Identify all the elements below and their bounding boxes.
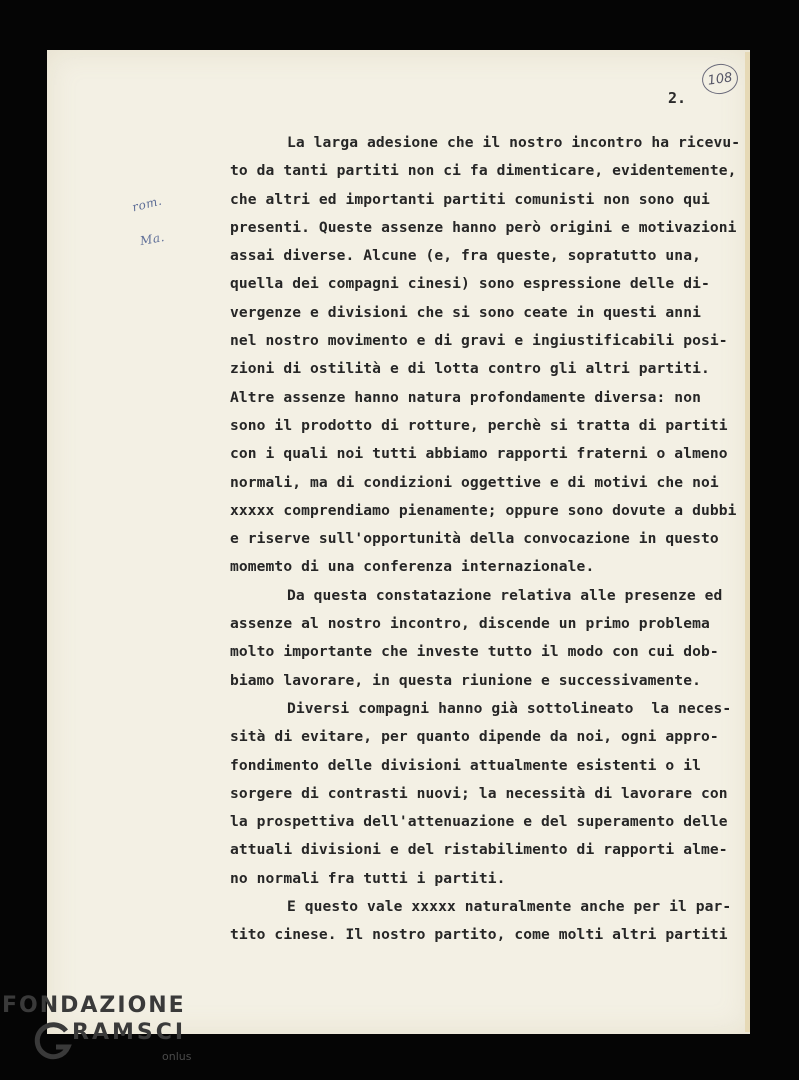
text-line: presenti. Queste assenze hanno però origini e motivazioni — [230, 218, 737, 236]
text-line: xxxxx comprendiamo pienamente; oppure sono dovute a dubbi — [230, 501, 737, 519]
text-line: assai diverse. Alcune (e, fra queste, sopratutto una, — [230, 247, 701, 265]
folio-number: 108 — [706, 69, 734, 89]
text-line: con i quali noi tutti abbiamo rapporti fraterni o almeno — [230, 445, 728, 463]
text-line: assenze al nostro incontro, discende un primo problema — [230, 615, 710, 633]
text-line: e riserve sull'opportunità della convocazione in questo — [230, 530, 719, 548]
watermark-line1: FONDAZIONE — [2, 993, 186, 1018]
page-number: 2. — [668, 89, 687, 107]
text-line: nel nostro movimento e di gravi e ingiustificabili posi- — [230, 332, 728, 350]
text-line: attuali divisioni e del ristabilimento di rapporti alme- — [230, 841, 728, 859]
text-line: che altri ed importanti partiti comunisti non sono qui — [230, 190, 710, 208]
text-line: biamo lavorare, in questa riunione e successivamente. — [230, 671, 701, 689]
text-line: normali, ma di condizioni oggettive e di motivi che noi — [230, 473, 719, 491]
text-line: zioni di ostilità e di lotta contro gli altri partiti. — [230, 360, 710, 378]
text-line: sorgere di contrasti nuovi; la necessità di lavorare con — [230, 784, 728, 802]
paper-edge — [745, 52, 750, 1032]
text-line: no normali fra tutti i partiti. — [230, 869, 506, 887]
text-line: la prospettiva dell'attenuazione e del superamento delle — [230, 813, 728, 831]
watermark-suffix: onlus — [162, 1050, 192, 1063]
text-line: molto importante che investe tutto il modo con cui dob- — [230, 643, 719, 661]
text-line: sità di evitare, per quanto dipende da noi, ogni appro- — [230, 728, 719, 746]
margin-note: Ma. — [138, 229, 166, 249]
text-line: Diversi compagni hanno già sottolineato la neces- — [287, 699, 732, 717]
text-line: to da tanti partiti non ci fa dimenticare, evidentemente, — [230, 162, 737, 180]
text-line: La larga adesione che il nostro incontro ha ricevu- — [287, 134, 741, 151]
text-line: momemto di una conferenza internazionale. — [230, 558, 595, 576]
text-line: tito cinese. Il nostro partito, come molti altri partiti — [230, 926, 728, 944]
typed-text-body — [230, 129, 741, 950]
gramsci-g-logo-icon — [32, 1019, 76, 1063]
text-line: Da questa constatazione relativa alle presenze ed — [287, 586, 723, 604]
text-line: Altre assenze hanno natura profondamente diversa: non — [230, 388, 701, 406]
text-line: quella dei compagni cinesi) sono espressione delle di- — [230, 275, 710, 293]
text-line: vergenze e divisioni che si sono ceate in questi anni — [230, 303, 701, 321]
fondazione-gramsci-watermark — [0, 993, 200, 1073]
text-line: E questo vale xxxxx naturalmente anche per il par- — [287, 898, 732, 916]
text-line: sono il prodotto di rotture, perchè si tratta di partiti — [230, 416, 728, 434]
text-line: fondimento delle divisioni attualmente esistenti o il — [230, 756, 701, 774]
margin-note: rom. — [130, 193, 164, 215]
watermark-line2: RAMSCI — [72, 1020, 187, 1045]
